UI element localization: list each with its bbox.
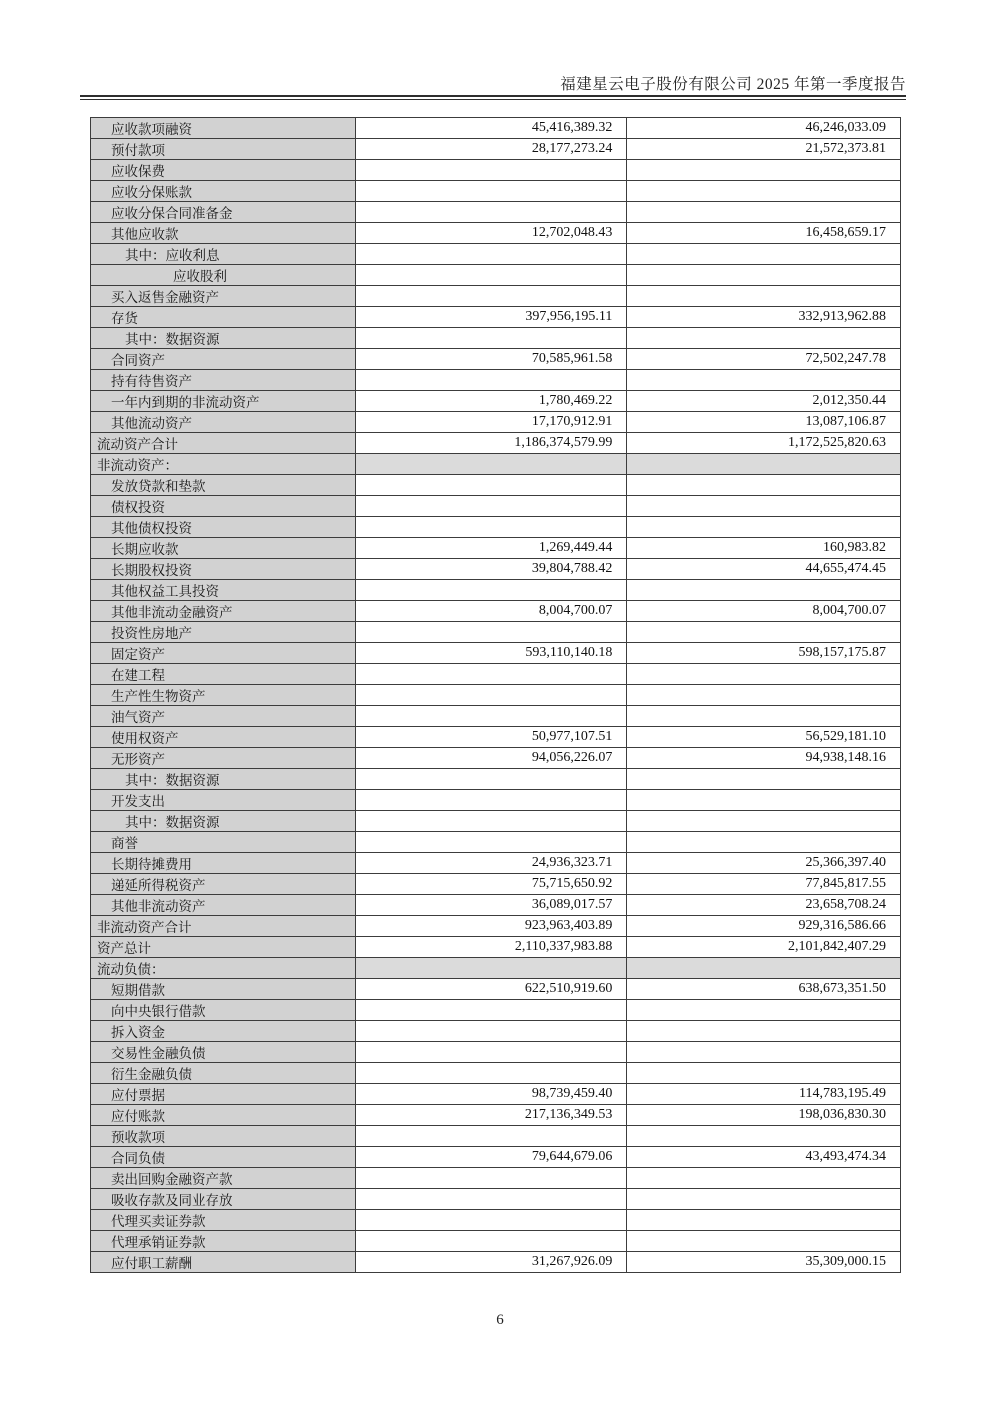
table-row xyxy=(91,727,901,748)
value-column-2 xyxy=(627,454,901,475)
value-column-1 xyxy=(356,790,628,811)
table-row xyxy=(91,748,901,769)
table-row xyxy=(91,433,901,454)
value-column-1 xyxy=(356,685,628,706)
table-row xyxy=(91,1105,901,1126)
row-label: 其中：数据资源 xyxy=(91,328,356,349)
value-column-2 xyxy=(627,517,901,538)
value-column-2: 77,845,817.55 xyxy=(627,874,901,895)
value-column-2 xyxy=(627,496,901,517)
row-label: 预收款项 xyxy=(91,1126,356,1147)
table-row xyxy=(91,790,901,811)
value-column-2 xyxy=(627,1168,901,1189)
value-column-1 xyxy=(356,1189,628,1210)
value-column-2: 21,572,373.81 xyxy=(627,139,901,160)
table-row xyxy=(91,265,901,286)
value-column-2 xyxy=(627,1042,901,1063)
table-row xyxy=(91,1252,901,1273)
row-label: 交易性金融负债 xyxy=(91,1042,356,1063)
value-column-2 xyxy=(627,790,901,811)
value-column-1 xyxy=(356,1042,628,1063)
value-column-2: 598,157,175.87 xyxy=(627,643,901,664)
value-column-1 xyxy=(356,475,628,496)
value-column-2 xyxy=(627,1000,901,1021)
row-label: 其他债权投资 xyxy=(91,517,356,538)
value-column-1 xyxy=(356,328,628,349)
row-label: 应付账款 xyxy=(91,1105,356,1126)
report-header-title: 福建星云电子股份有限公司 2025 年第一季度报告 xyxy=(560,76,906,93)
value-column-1 xyxy=(356,265,628,286)
value-column-1 xyxy=(356,1231,628,1252)
value-column-1: 2,110,337,983.88 xyxy=(356,937,628,958)
row-label: 应付职工薪酬 xyxy=(91,1252,356,1273)
table-row xyxy=(91,1126,901,1147)
row-label: 生产性生物资产 xyxy=(91,685,356,706)
value-column-1 xyxy=(356,1021,628,1042)
value-column-1 xyxy=(356,958,628,979)
value-column-1: 397,956,195.11 xyxy=(356,307,628,328)
value-column-1: 50,977,107.51 xyxy=(356,727,628,748)
header-double-rule xyxy=(80,95,906,100)
value-column-1: 79,644,679.06 xyxy=(356,1147,628,1168)
value-column-1: 28,177,273.24 xyxy=(356,139,628,160)
row-label: 合同负债 xyxy=(91,1147,356,1168)
table-row xyxy=(91,223,901,244)
table-row xyxy=(91,1210,901,1231)
value-column-2 xyxy=(627,1210,901,1231)
value-column-2: 35,309,000.15 xyxy=(627,1252,901,1273)
value-column-1: 39,804,788.42 xyxy=(356,559,628,580)
balance-sheet-table xyxy=(90,117,901,1273)
row-label: 长期股权投资 xyxy=(91,559,356,580)
table-row xyxy=(91,1147,901,1168)
table-row xyxy=(91,559,901,580)
value-column-2: 25,366,397.40 xyxy=(627,853,901,874)
value-column-2 xyxy=(627,1063,901,1084)
table-row xyxy=(91,286,901,307)
value-column-1 xyxy=(356,202,628,223)
row-label: 递延所得税资产 xyxy=(91,874,356,895)
row-label: 预付款项 xyxy=(91,139,356,160)
row-label: 固定资产 xyxy=(91,643,356,664)
row-label: 卖出回购金融资产款 xyxy=(91,1168,356,1189)
row-label: 应收分保账款 xyxy=(91,181,356,202)
row-label: 投资性房地产 xyxy=(91,622,356,643)
row-label: 开发支出 xyxy=(91,790,356,811)
table-row xyxy=(91,160,901,181)
value-column-2 xyxy=(627,160,901,181)
table-row xyxy=(91,853,901,874)
value-column-2: 23,658,708.24 xyxy=(627,895,901,916)
row-label: 流动资产合计 xyxy=(91,433,356,454)
value-column-1 xyxy=(356,706,628,727)
value-column-1 xyxy=(356,1000,628,1021)
value-column-1 xyxy=(356,769,628,790)
row-label: 其他非流动金融资产 xyxy=(91,601,356,622)
value-column-1: 36,089,017.57 xyxy=(356,895,628,916)
value-column-2: 332,913,962.88 xyxy=(627,307,901,328)
row-label: 资产总计 xyxy=(91,937,356,958)
value-column-2: 160,983.82 xyxy=(627,538,901,559)
value-column-2: 929,316,586.66 xyxy=(627,916,901,937)
table-row xyxy=(91,307,901,328)
value-column-2 xyxy=(627,202,901,223)
row-label: 长期待摊费用 xyxy=(91,853,356,874)
row-label: 其中：数据资源 xyxy=(91,811,356,832)
table-row xyxy=(91,1000,901,1021)
table-row xyxy=(91,139,901,160)
row-label: 应收分保合同准备金 xyxy=(91,202,356,223)
row-label: 其他非流动资产 xyxy=(91,895,356,916)
value-column-1 xyxy=(356,370,628,391)
value-column-2 xyxy=(627,832,901,853)
table-row xyxy=(91,664,901,685)
value-column-2 xyxy=(627,181,901,202)
table-row xyxy=(91,979,901,1000)
value-column-2: 46,246,033.09 xyxy=(627,118,901,139)
value-column-2: 1,172,525,820.63 xyxy=(627,433,901,454)
table-row xyxy=(91,244,901,265)
row-label: 吸收存款及同业存放 xyxy=(91,1189,356,1210)
value-column-2 xyxy=(627,622,901,643)
value-column-1 xyxy=(356,496,628,517)
row-label: 其中：数据资源 xyxy=(91,769,356,790)
value-column-1: 45,416,389.32 xyxy=(356,118,628,139)
table-row xyxy=(91,769,901,790)
value-column-1: 70,585,961.58 xyxy=(356,349,628,370)
table-row xyxy=(91,832,901,853)
page-number: 6 xyxy=(496,1312,504,1328)
row-label: 非流动资产： xyxy=(91,454,356,475)
value-column-2 xyxy=(627,1126,901,1147)
table-row xyxy=(91,685,901,706)
row-label: 债权投资 xyxy=(91,496,356,517)
table-row xyxy=(91,643,901,664)
row-label: 向中央银行借款 xyxy=(91,1000,356,1021)
row-label: 代理买卖证券款 xyxy=(91,1210,356,1231)
row-label: 商誉 xyxy=(91,832,356,853)
row-label: 应收款项融资 xyxy=(91,118,356,139)
row-label: 持有待售资产 xyxy=(91,370,356,391)
value-column-2 xyxy=(627,265,901,286)
value-column-2: 2,101,842,407.29 xyxy=(627,937,901,958)
row-label: 流动负债： xyxy=(91,958,356,979)
row-label: 衍生金融负债 xyxy=(91,1063,356,1084)
table-row xyxy=(91,895,901,916)
value-column-2 xyxy=(627,580,901,601)
row-label: 其中：应收利息 xyxy=(91,244,356,265)
value-column-2: 198,036,830.30 xyxy=(627,1105,901,1126)
value-column-1 xyxy=(356,1063,628,1084)
row-label: 油气资产 xyxy=(91,706,356,727)
row-label: 其他权益工具投资 xyxy=(91,580,356,601)
table-row xyxy=(91,454,901,475)
table-row xyxy=(91,1189,901,1210)
value-column-1 xyxy=(356,517,628,538)
value-column-1: 923,963,403.89 xyxy=(356,916,628,937)
value-column-1 xyxy=(356,286,628,307)
value-column-1: 75,715,650.92 xyxy=(356,874,628,895)
table-row xyxy=(91,580,901,601)
table-row xyxy=(91,811,901,832)
value-column-1: 12,702,048.43 xyxy=(356,223,628,244)
row-label: 使用权资产 xyxy=(91,727,356,748)
value-column-1 xyxy=(356,832,628,853)
value-column-2: 43,493,474.34 xyxy=(627,1147,901,1168)
value-column-1: 622,510,919.60 xyxy=(356,979,628,1000)
value-column-2: 72,502,247.78 xyxy=(627,349,901,370)
value-column-1: 24,936,323.71 xyxy=(356,853,628,874)
table-row xyxy=(91,1042,901,1063)
value-column-1: 17,170,912.91 xyxy=(356,412,628,433)
row-label: 应收保费 xyxy=(91,160,356,181)
value-column-2: 44,655,474.45 xyxy=(627,559,901,580)
value-column-1 xyxy=(356,160,628,181)
table-row xyxy=(91,601,901,622)
value-column-2: 13,087,106.87 xyxy=(627,412,901,433)
value-column-1 xyxy=(356,1210,628,1231)
value-column-1: 1,780,469.22 xyxy=(356,391,628,412)
table-row xyxy=(91,937,901,958)
row-label: 应付票据 xyxy=(91,1084,356,1105)
table-row xyxy=(91,496,901,517)
row-label: 存货 xyxy=(91,307,356,328)
value-column-1 xyxy=(356,244,628,265)
value-column-1 xyxy=(356,1168,628,1189)
row-label: 无形资产 xyxy=(91,748,356,769)
value-column-2 xyxy=(627,664,901,685)
value-column-1: 94,056,226.07 xyxy=(356,748,628,769)
table-row xyxy=(91,916,901,937)
value-column-1 xyxy=(356,580,628,601)
table-row xyxy=(91,412,901,433)
value-column-1 xyxy=(356,1126,628,1147)
value-column-2 xyxy=(627,706,901,727)
value-column-1: 31,267,926.09 xyxy=(356,1252,628,1273)
table-row xyxy=(91,874,901,895)
table-row xyxy=(91,181,901,202)
row-label: 在建工程 xyxy=(91,664,356,685)
value-column-1 xyxy=(356,181,628,202)
value-column-1: 8,004,700.07 xyxy=(356,601,628,622)
row-label: 买入返售金融资产 xyxy=(91,286,356,307)
table-row xyxy=(91,475,901,496)
table-row xyxy=(91,622,901,643)
value-column-2 xyxy=(627,1231,901,1252)
value-column-2 xyxy=(627,328,901,349)
table-row xyxy=(91,370,901,391)
table-row xyxy=(91,706,901,727)
row-label: 其他应收款 xyxy=(91,223,356,244)
table-row xyxy=(91,1084,901,1105)
value-column-1: 593,110,140.18 xyxy=(356,643,628,664)
value-column-2 xyxy=(627,958,901,979)
value-column-2: 2,012,350.44 xyxy=(627,391,901,412)
row-label: 合同资产 xyxy=(91,349,356,370)
table-row xyxy=(91,202,901,223)
value-column-2 xyxy=(627,1021,901,1042)
row-label: 长期应收款 xyxy=(91,538,356,559)
value-column-1: 217,136,349.53 xyxy=(356,1105,628,1126)
value-column-1: 98,739,459.40 xyxy=(356,1084,628,1105)
row-label: 发放贷款和垫款 xyxy=(91,475,356,496)
value-column-2 xyxy=(627,286,901,307)
value-column-1: 1,269,449.44 xyxy=(356,538,628,559)
table-row xyxy=(91,328,901,349)
table-row xyxy=(91,391,901,412)
value-column-2: 114,783,195.49 xyxy=(627,1084,901,1105)
table-row xyxy=(91,1021,901,1042)
value-column-2: 94,938,148.16 xyxy=(627,748,901,769)
value-column-1 xyxy=(356,664,628,685)
table-row xyxy=(91,538,901,559)
value-column-2 xyxy=(627,811,901,832)
table-row xyxy=(91,1168,901,1189)
table-row xyxy=(91,118,901,139)
value-column-2 xyxy=(627,769,901,790)
table-row xyxy=(91,958,901,979)
table-row xyxy=(91,1231,901,1252)
value-column-1 xyxy=(356,454,628,475)
value-column-1 xyxy=(356,811,628,832)
value-column-2 xyxy=(627,1189,901,1210)
value-column-2: 56,529,181.10 xyxy=(627,727,901,748)
table-row xyxy=(91,349,901,370)
value-column-2 xyxy=(627,685,901,706)
value-column-2: 16,458,659.17 xyxy=(627,223,901,244)
row-label: 其他流动资产 xyxy=(91,412,356,433)
row-label: 短期借款 xyxy=(91,979,356,1000)
value-column-1: 1,186,374,579.99 xyxy=(356,433,628,454)
value-column-1 xyxy=(356,622,628,643)
table-row xyxy=(91,517,901,538)
row-label: 拆入资金 xyxy=(91,1021,356,1042)
value-column-2 xyxy=(627,244,901,265)
row-label: 应收股利 xyxy=(91,265,356,286)
value-column-2: 8,004,700.07 xyxy=(627,601,901,622)
row-label: 一年内到期的非流动资产 xyxy=(91,391,356,412)
row-label: 代理承销证券款 xyxy=(91,1231,356,1252)
value-column-2 xyxy=(627,370,901,391)
table-row xyxy=(91,1063,901,1084)
value-column-2 xyxy=(627,475,901,496)
value-column-2: 638,673,351.50 xyxy=(627,979,901,1000)
row-label: 非流动资产合计 xyxy=(91,916,356,937)
